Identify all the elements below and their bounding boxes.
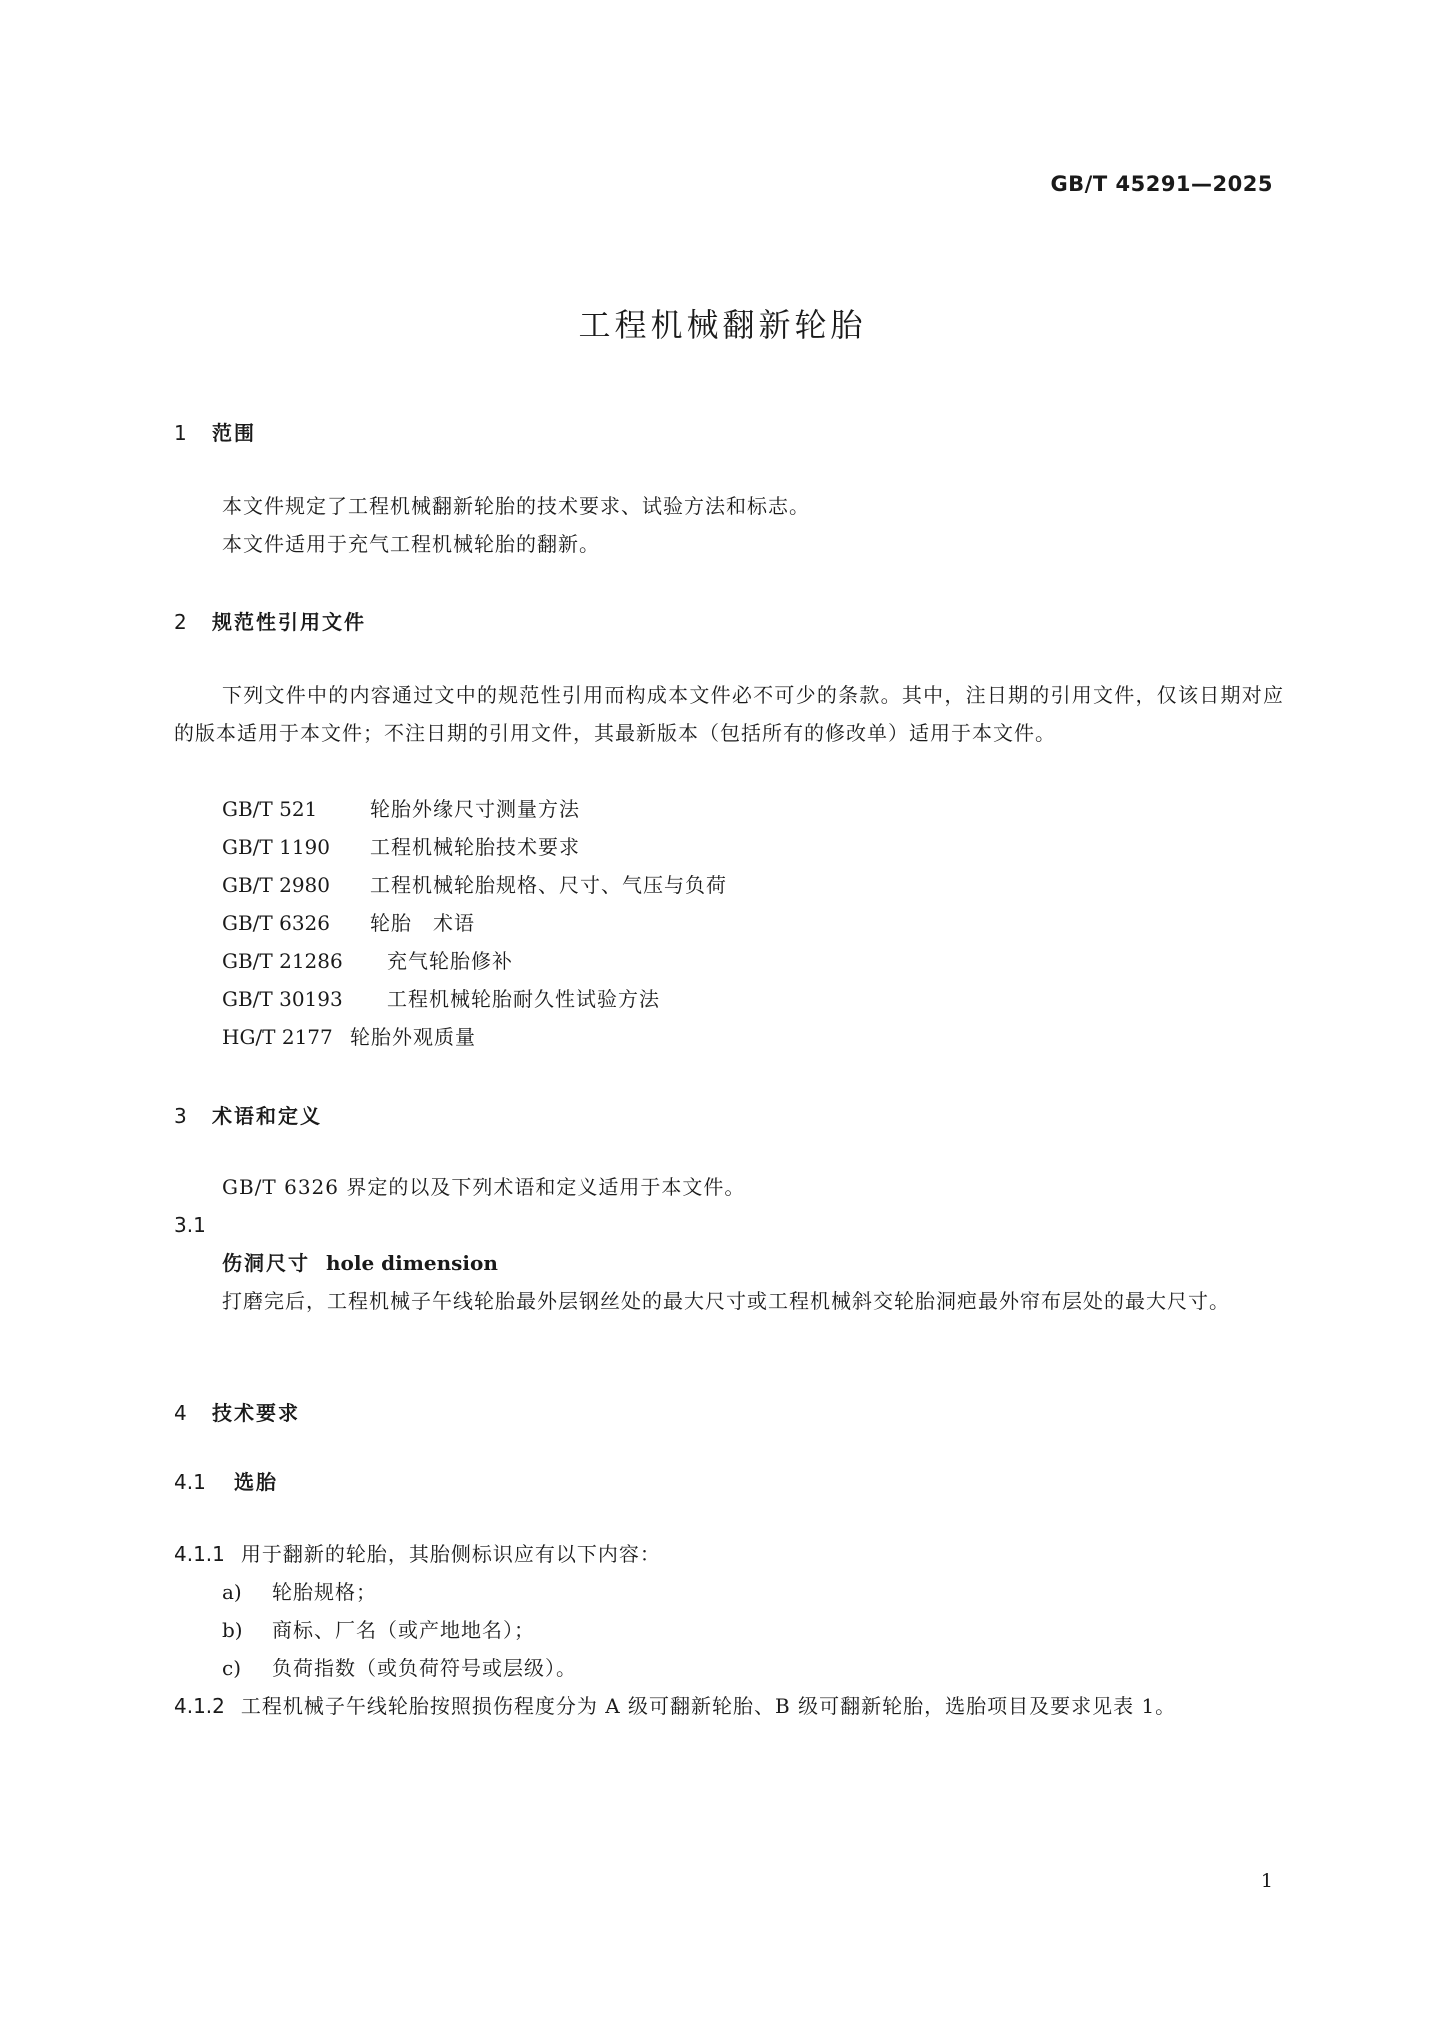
reference-item: GB/T 2980 工程机械轮胎规格、尺寸、气压与负荷	[222, 873, 727, 897]
term-chinese: 伤洞尺寸	[222, 1251, 310, 1275]
reference-item: GB/T 30193 工程机械轮胎耐久性试验方法	[222, 987, 660, 1011]
list-item: c) 负荷指数（或负荷符号或层级）。	[222, 1656, 577, 1680]
term-entry	[222, 1244, 498, 1282]
clause-4-1-2: 4.1.2 工程机械子午线轮胎按照损伤程度分为 A 级可翻新轮胎、B 级可翻新轮胎，选胎项目及要求见表 1。	[174, 1694, 1177, 1718]
standard-number: GB/T 45291—2025	[1050, 172, 1273, 196]
page-number: 1	[1260, 1870, 1273, 1892]
section-1-paragraph-1: 本文件规定了工程机械翻新轮胎的技术要求、试验方法和标志。	[222, 494, 810, 518]
reference-item: GB/T 6326 轮胎 术语	[222, 911, 475, 935]
section-1-heading: 1 范围	[174, 421, 256, 445]
term-english: hole dimension	[326, 1251, 498, 1275]
reference-item: GB/T 21286 充气轮胎修补	[222, 949, 513, 973]
reference-item: GB/T 1190 工程机械轮胎技术要求	[222, 835, 580, 859]
section-2-intro: 下列文件中的内容通过文中的规范性引用而构成本文件必不可少的条款。其中，注日期的引用文件，仅该日期对应的版本适用于本文件；不注日期的引用文件，其最新版本（包括所有的修改单）适用于本文件。	[174, 683, 1284, 745]
section-4-heading: 4 技术要求	[174, 1401, 300, 1425]
document-title: 工程机械翻新轮胎	[578, 306, 867, 344]
section-2-heading: 2 规范性引用文件	[174, 610, 366, 634]
list-item: a) 轮胎规格；	[222, 1580, 377, 1604]
term-definition: 打磨完后，工程机械子午线轮胎最外层钢丝处的最大尺寸或工程机械斜交轮胎洞疤最外帘布层处的最大尺寸。	[222, 1289, 1230, 1313]
term-number: 3.1	[174, 1213, 206, 1237]
section-3-intro: GB/T 6326 界定的以及下列术语和定义适用于本文件。	[222, 1175, 746, 1199]
list-item: b) 商标、厂名（或产地地名）；	[222, 1618, 535, 1642]
subsection-4-1-heading: 4.1 选胎	[174, 1470, 278, 1494]
section-1-paragraph-2: 本文件适用于充气工程机械轮胎的翻新。	[222, 532, 600, 556]
section-3-heading: 3 术语和定义	[174, 1104, 322, 1128]
reference-item: GB/T 521 轮胎外缘尺寸测量方法	[222, 797, 580, 821]
clause-4-1-1: 4.1.1 用于翻新的轮胎，其胎侧标识应有以下内容：	[174, 1542, 661, 1566]
reference-item: HG/T 2177 轮胎外观质量	[222, 1025, 476, 1049]
